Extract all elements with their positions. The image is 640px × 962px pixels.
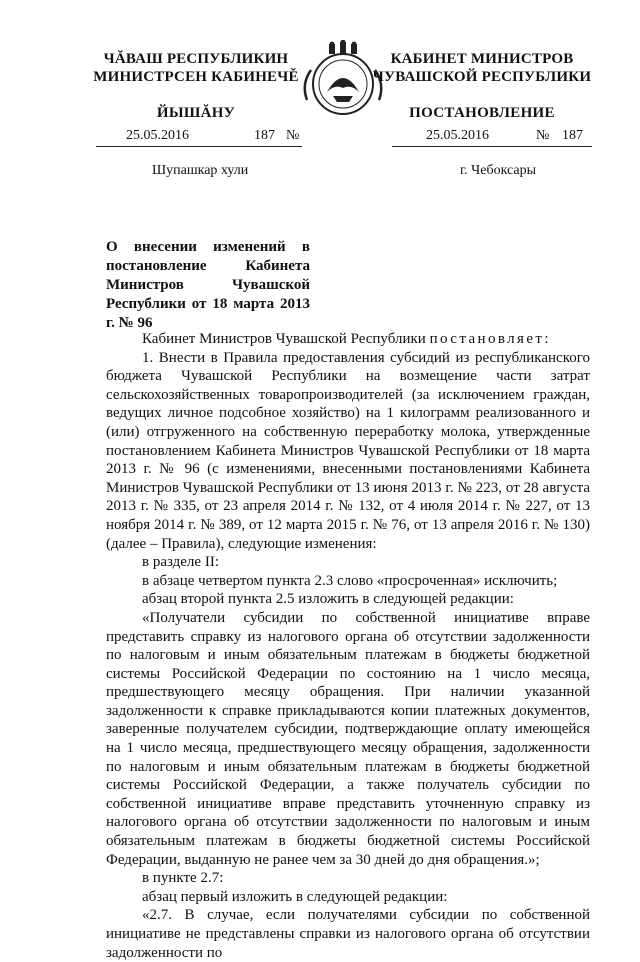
registration-right	[392, 128, 592, 147]
body-paragraph: в абзаце четвертом пункта 2.3 слово «просроченная» исключить;	[142, 572, 558, 589]
header-left-doctype: ЙЫШĂНУ	[156, 105, 236, 121]
document-subject: О внесении изменений в постановление Кабинета Министров Чувашской Республики от 18 марта 2013 г. № 96	[106, 239, 310, 331]
body-paragraph: в разделе II:	[142, 554, 219, 571]
header-left-line2: МИНИСТРСЕН КАБИНЕЧĚ	[93, 69, 299, 85]
place-right: г. Чебоксары	[460, 163, 537, 178]
intro-paragraph	[106, 330, 590, 349]
header-left	[86, 50, 306, 122]
place-left: Шупашкар хули	[152, 163, 249, 178]
header-right-line2: ЧУВАШСКОЙ РЕСПУБЛИКИ	[372, 69, 592, 85]
header-left-line1: ЧĂВАШ РЕСПУБЛИКИН	[103, 51, 289, 67]
body-paragraph: «2.7. В случае, если получателями субсидии по собственной инициативе не представлены справки из налогового органа об отсутствии задолженности по	[106, 907, 590, 961]
registration-right-number: 187	[562, 128, 583, 143]
registration-right-date: 25.05.2016	[426, 128, 489, 143]
registration-right-no-sign: №	[536, 128, 550, 143]
header-right-doctype: ПОСТАНОВЛЕНИЕ	[409, 105, 555, 121]
registration-left	[96, 128, 302, 147]
body-paragraph: абзац второй пункта 2.5 изложить в следующей редакции:	[142, 591, 514, 608]
header-right	[372, 50, 592, 122]
registration-left-number: 187	[254, 128, 275, 143]
body-paragraph: 1. Внести в Правила предоставления субсидий из республиканского бюджета Чувашской Республики на возмещение части затрат сельскохозяйственных товаропроизводителей (за исключением граждан, ведущих личное подсобное хозяйство) на 1 килограмм реализованного и (или) отгруженного на собственную переработку молока, утвержденные постановлением Кабинета Министров Чувашской Республики от 18 марта 2013 г. № 96 (с изменениями, внесенными постановлениями Кабинета Министров Чувашской Республики от 13 июня 2013 г. № 223, от 28 августа 2013 г. № 335, от 23 апреля 2014 г. № 132, от 4 июля 2014 г. № 227, от 13 ноября 2014 г. № 389, от 12 марта 2015 г. № 76, от 13 апреля 2016 г. № 130) (далее – Правила), следующие изменения:	[106, 349, 590, 552]
intro-text: Кабинет Министров Чувашской Республики	[142, 331, 430, 347]
registration-left-no-sign: №	[286, 128, 300, 143]
body-paragraph: в пункте 2.7:	[142, 870, 224, 887]
document-body	[106, 330, 590, 962]
body-paragraph: «Получатели субсидии по собственной инициативе вправе представить справку из налогового органа об отсутствии задолженности по налоговым и иным обязательным платежам в бюджеты бюджетной системы Российской Федерации по состоянию на 1 число месяца, предшествующего месяцу обращения. При наличии указанной задолженности к справке прикладываются копии платежных документов, заверенные получателем субсидии, подтверждающие оплату имеющейся на 1 число месяца, предшествующего месяцу обращения, задолженности по налоговым и иным обязательным платежам в бюджеты бюджетной системы Российской Федерации, а также получатель субсидии по собственной инициативе вправе представить уточненную справку из налогового органа об отсутствии задолженности по налоговым и иным обязательным платежам в бюджеты бюджетной системы Российской Федерации, выданную не ранее чем за 30 дней до дня обращения.»;	[106, 609, 590, 868]
header-right-line1: КАБИНЕТ МИНИСТРОВ	[390, 51, 574, 67]
registration-left-date: 25.05.2016	[126, 128, 189, 143]
body-paragraph: абзац первый изложить в следующей редакции:	[142, 888, 448, 905]
intro-verb: постановляет:	[429, 331, 551, 347]
